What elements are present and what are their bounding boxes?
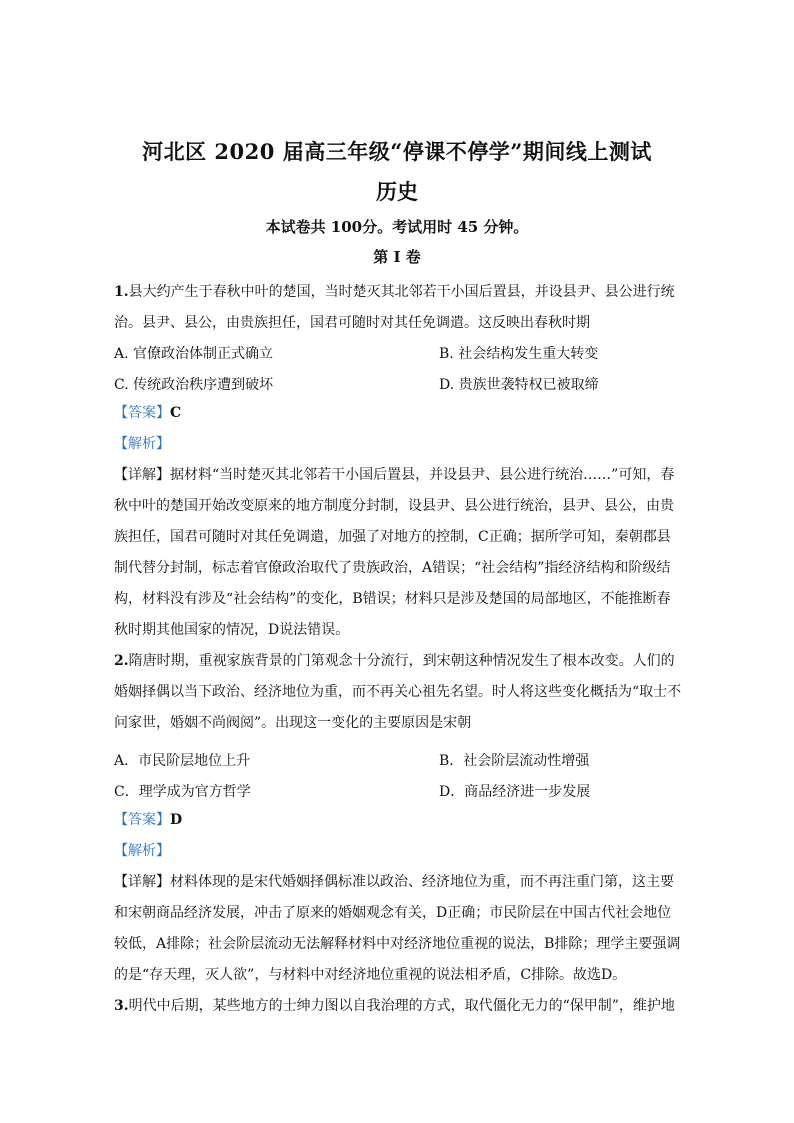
question-2-text: 隋唐时期，重视家族背景的门第观念十分流行，到宋朝这种情况发生了根本改变。人们的婚姻择偶以当下政治、经济地位为重，而不再关心祖先名望。时人将这些变化概括为“取士不问家世，婚姻不尚阀阅”。出现这一变化的主要原因是宋朝 xyxy=(114,653,682,731)
question-2-answer xyxy=(114,805,684,836)
question-1-answer xyxy=(114,398,684,429)
question-2-number: 2. xyxy=(114,653,129,669)
question-2-option-a: A．市民阶层地位上升 xyxy=(114,753,251,769)
analysis-tag: 【解析】 xyxy=(114,843,170,859)
question-2-analysis xyxy=(114,836,684,867)
question-1-option-c: C. 传统政治秩序遭到破坏 xyxy=(114,377,274,393)
detail-tag: 【详解】 xyxy=(114,467,170,483)
question-2-option-c: C．理学成为官方哲学 xyxy=(114,784,251,800)
question-1-text: 县大约产生于春秋中叶的楚国，当时楚灭其北邻若干小国后置县，并设县尹、县公进行统治。县尹、县公，由贵族担任，国君可随时对其任免调遣。这反映出春秋时期 xyxy=(114,284,675,331)
answer-value: C xyxy=(170,405,182,421)
question-1-analysis xyxy=(114,429,684,460)
exam-title: 河北区 2020 届高三年级“停课不停学”期间线上测试 xyxy=(142,139,652,164)
analysis-tag: 【解析】 xyxy=(114,436,170,452)
question-2-option-d: D．商品经济进一步发展 xyxy=(439,784,591,800)
question-3-stem xyxy=(114,991,684,1022)
answer-tag: 【答案】 xyxy=(114,405,170,421)
section-heading: 第 I 卷 xyxy=(373,248,421,266)
detail-text: 据材料“当时楚灭其北邻若干小国后置县，并设县尹、县公进行统治……”可知，春秋中叶的楚国开始改变原来的地方制度分封制，设县尹、县公进行统治，县尹、县公，由贵族担任，国君可随时对其任免调遣，加强了对地方的控制，C正确；据所学可知，秦朝郡县制代替分封制，标志着官僚政治取代了贵族政治，A错误；“社会结构”指经济结构和阶级结构，材料没有涉及“社会结构”的变化，B错误；材料只是涉及楚国的局部地区，不能推断春秋时期其他国家的情况，D说法错误。 xyxy=(114,467,675,638)
question-1-option-b: B. 社会结构发生重大转变 xyxy=(439,346,599,362)
question-2-stem xyxy=(114,646,684,739)
question-1-stem xyxy=(114,277,684,339)
question-1-detail xyxy=(114,460,684,646)
answer-tag: 【答案】 xyxy=(114,812,170,828)
question-3-number: 3. xyxy=(114,998,129,1014)
question-1-option-a: A. 官僚政治体制正式确立 xyxy=(114,346,274,362)
detail-text: 材料体现的是宋代婚姻择偶标准以政治、经济地位为重，而不再注重门第，这主要和宋朝商品经济发展，冲击了原来的婚姻观念有关，D正确；市民阶层在中国古代社会地位较低，A排除；社会阶层流动无法解释材料中对经济地位重视的说法，B排除；理学主要强调的是“存天理，灭人欲”，与材料中对经济地位重视的说法相矛盾，C排除。故选D。 xyxy=(114,874,681,983)
question-2-detail xyxy=(114,867,684,991)
question-2-option-b: B．社会阶层流动性增强 xyxy=(439,753,590,769)
detail-tag: 【详解】 xyxy=(114,874,170,890)
answer-value: D xyxy=(170,812,183,828)
question-3-text: 明代中后期，某些地方的士绅力图以自我治理的方式，取代僵化无力的“保甲制”，维护地 xyxy=(128,998,675,1014)
question-1-option-d: D. 贵族世袭特权已被取缔 xyxy=(439,377,599,393)
exam-info: 本试卷共 100分。考试用时 45 分钟。 xyxy=(265,218,529,236)
exam-subject: 历史 xyxy=(376,179,418,204)
question-1-number: 1. xyxy=(114,284,129,300)
